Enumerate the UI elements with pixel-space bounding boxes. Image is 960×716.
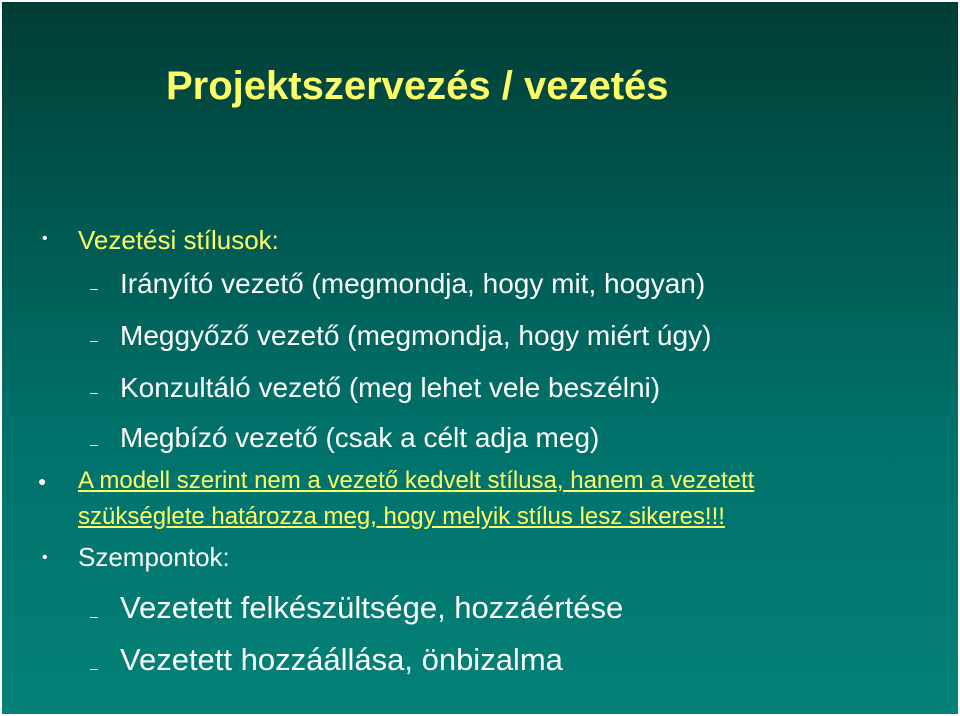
section-heading-styles: Vezetési stílusok: — [78, 225, 279, 255]
dash-icon: – — [90, 436, 98, 452]
section-heading-criteria: Szempontok: — [78, 542, 230, 572]
dash-icon: – — [90, 280, 98, 296]
list-item: Meggyőző vezető (megmondja, hogy miért úgy) — [120, 320, 712, 351]
dash-icon: – — [90, 660, 98, 676]
dash-icon: – — [90, 332, 98, 348]
list-item: Vezetett hozzáállása, önbizalma — [120, 642, 563, 677]
list-item: Irányító vezető (megmondja, hogy mit, hogyan) — [120, 268, 706, 299]
list-item: Vezetett felkészültsége, hozzáértése — [120, 590, 624, 625]
bullet-icon: • — [42, 230, 48, 247]
slide — [2, 2, 958, 714]
dash-icon: – — [90, 384, 98, 400]
model-note-line1: A modell szerint nem a vezető kedvelt stílusa, hanem a vezetett — [78, 467, 755, 494]
bullet-icon: ● — [38, 473, 47, 489]
list-item: Konzultáló vezető (meg lehet vele beszélni) — [120, 372, 661, 403]
bullet-icon: • — [42, 549, 48, 566]
list-item: Megbízó vezető (csak a célt adja meg) — [120, 422, 600, 453]
slide-title: Projektszervezés / vezetés — [166, 64, 669, 108]
model-note-line2: szükséglete határozza meg, hogy melyik stílus lesz sikeres!!! — [78, 503, 725, 530]
dash-icon: – — [90, 608, 98, 624]
